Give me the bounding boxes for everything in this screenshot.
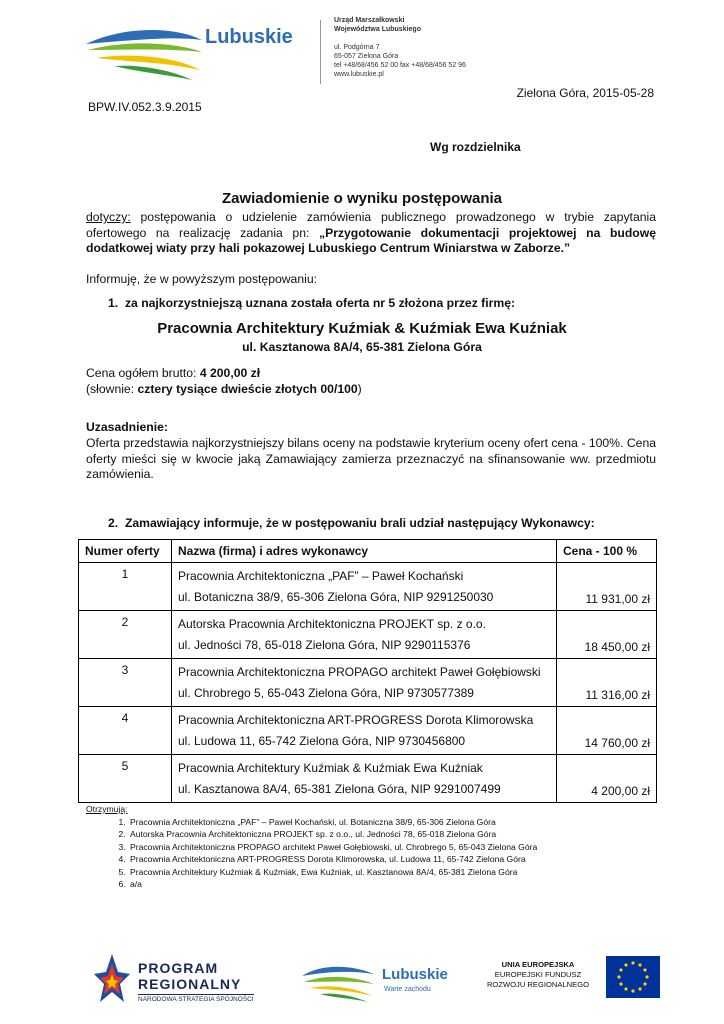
lubuskie-swoosh-icon	[300, 960, 380, 1004]
program-line-3: NARODOWA STRATEGIA SPÓJNOŚCI	[138, 996, 254, 1003]
point-2-text: Zamawiający informuje, że w postępowaniu brali udział następujący Wykonawcy:	[124, 516, 595, 530]
header-contractor: Nazwa (firma) i adres wykonawcy	[172, 540, 557, 563]
list-item: 3. Pracownia Architektoniczna PROPAGO architekt Paweł Gołębiowski, ul. Chrobrego 5, 65-043 Zielona Góra	[128, 841, 537, 853]
contractor-cell	[172, 707, 557, 755]
contractor-cell	[172, 563, 557, 611]
table-row	[79, 659, 657, 707]
offer-number: 1	[79, 563, 172, 611]
concerns-paragraph	[86, 210, 656, 257]
eu-text-block	[478, 960, 598, 990]
price-line	[86, 366, 656, 382]
offer-price: 4 200,00 zł	[557, 755, 657, 803]
eu-line-1: UNIA EUROPEJSKA	[501, 960, 575, 969]
distribution-label	[86, 803, 128, 815]
offer-number: 2	[79, 611, 172, 659]
contractor-address: ul. Ludowa 11, 65-742 Zielona Góra, NIP 9730456800	[178, 733, 466, 748]
table-row	[79, 755, 657, 803]
org-contact-block	[334, 16, 466, 79]
task-name: „Przygotowanie dokumentacji projektowej na budowę dodatkowej wiaty przy hali pokazowej Lubuskiego Centrum Winiarstwa w Zaborze.”	[86, 225, 656, 256]
header-divider	[320, 20, 321, 84]
program-line-2: REGIONALNY	[138, 976, 242, 992]
words-close: )	[357, 382, 362, 396]
table-header-row	[79, 540, 657, 563]
point-1-text: za najkorzystniejszą uznana została oferta nr 5 złożona przez firmę:	[124, 296, 516, 310]
price-words: cztery tysiące dwieście złotych 00/100	[137, 382, 358, 396]
contractor-address: ul. Jedności 78, 65-018 Zielona Góra, NIP 9290115376	[178, 637, 471, 652]
place-date: Zielona Góra, 2015-05-28	[516, 86, 654, 100]
program-regionalny-logo	[92, 952, 282, 1008]
offer-number: 4	[79, 707, 172, 755]
footer-brand: Lubuskie	[382, 966, 448, 983]
table-row	[79, 563, 657, 611]
offer-price: 11 316,00 zł	[557, 659, 657, 707]
contractor-name: Pracownia Architektury Kuźmiak & Kuźmiak Ewa Kuźniak	[178, 760, 483, 775]
contractor-address: ul. Chrobrego 5, 65-043 Zielona Góra, NIP 9730577389	[178, 685, 474, 700]
contractor-name: Pracownia Architektoniczna „PAF” – Paweł Kochański	[178, 568, 464, 583]
list-item: 5. Pracownia Architektury Kuźmiak & Kuźmiak, Ewa Kuźniak, ul. Kasztanowa 8A/4, 65-381 Zielona Góra	[128, 866, 537, 878]
distribution-list	[106, 816, 537, 890]
program-star-icon	[92, 952, 132, 1008]
words-open: (słownie:	[86, 382, 138, 396]
table-row	[79, 707, 657, 755]
org-contact: tel +48/68/456 52 00 fax +48/68/456 52 96	[334, 62, 466, 69]
list-item: 4. Pracownia Architektoniczna ART-PROGRESS Dorota Klimorowska, ul. Ludowa 11, 65-742 Zielona Góra	[128, 853, 537, 865]
org-website: www.lubuskie.pl	[334, 71, 384, 78]
contractor-address: ul. Botaniczna 38/9, 65-306 Zielona Góra, NIP 9291250030	[178, 589, 494, 604]
org-name-2: Województwa Lubuskiego	[334, 26, 421, 33]
point-1	[108, 296, 608, 312]
list-item: 6. a/a	[128, 878, 537, 890]
footer-tagline: Warte zachodu	[384, 986, 431, 993]
concerns-label: dotyczy:	[86, 210, 131, 224]
header-offer-number: Numer oferty	[79, 540, 172, 563]
justification-text: Oferta przedstawia najkorzystniejszy bilans oceny na podstawie kryterium oceny ofert cena - 100%. Cena oferty mieści się w kwocie jaką Zamawiający zamierza przeznaczyć na sfinansowanie ww. przedmiotu zamówienia.	[86, 436, 656, 482]
table-row	[79, 611, 657, 659]
contractor-cell	[172, 611, 557, 659]
program-line-1: PROGRAM	[138, 960, 219, 976]
eu-line-2: EUROPEJSKI FUNDUSZ	[494, 970, 582, 979]
recipients-note: Wg rozdzielnika	[430, 140, 521, 154]
org-name-1: Urząd Marszałkowski	[334, 17, 405, 24]
point-2-number: 2.	[108, 516, 125, 530]
eu-flag-icon	[606, 956, 660, 998]
winner-name: Pracownia Architektury Kuźmiak & Kuźmiak Ewa Kuźniak	[157, 320, 567, 337]
offer-price: 14 760,00 zł	[557, 707, 657, 755]
point-2	[108, 516, 628, 532]
contractor-name: Autorska Pracownia Architektoniczna PROJEKT sp. z o.o.	[178, 616, 486, 631]
org-address-1: ul. Podgórna 7	[334, 44, 380, 51]
eu-line-3: ROZWOJU REGIONALNEGO	[486, 980, 590, 989]
price-label: Cena ogółem brutto:	[86, 366, 200, 380]
concerns-text: postępowania o udzielenie zamówienia publicznego prowadzonego w trybie zapytania ofertowego na realizację zadania pn:	[86, 210, 656, 240]
offers-table	[78, 539, 657, 803]
justification-label: Uzasadnienie:	[86, 420, 168, 434]
price-words-line	[86, 382, 656, 398]
contractor-cell	[172, 755, 557, 803]
offer-number: 3	[79, 659, 172, 707]
price-value: 4 200,00 zł	[199, 366, 261, 380]
list-item: 2. Autorska Pracownia Architektoniczna PROJEKT sp. z o.o., ul. Jedności 78, 65-018 Zielona Góra	[128, 828, 537, 840]
org-address-2: 65-057 Zielona Góra	[334, 53, 399, 60]
contractor-cell	[172, 659, 557, 707]
contractor-name: Pracownia Architektoniczna PROPAGO architekt Paweł Gołębiowski	[178, 664, 541, 679]
contractor-address: ul. Kasztanowa 8A/4, 65-381 Zielona Góra, NIP 9291007499	[178, 781, 501, 796]
header-price: Cena - 100 %	[557, 540, 657, 563]
inform-line: Informuję, że w powyższym postępowaniu:	[86, 272, 317, 286]
point-1-number: 1.	[108, 296, 125, 310]
list-item: 1. Pracownia Architektoniczna „PAF” – Paweł Kochański, ul. Botaniczna 38/9, 65-306 Zielona Góra	[128, 816, 537, 828]
offer-price: 18 450,00 zł	[557, 611, 657, 659]
offer-number: 5	[79, 755, 172, 803]
page-title: Zawiadomienie o wyniku postępowania	[221, 190, 503, 207]
brand-name: Lubuskie	[205, 26, 293, 48]
offer-price: 11 931,00 zł	[557, 563, 657, 611]
contractor-name: Pracownia Architektoniczna ART-PROGRESS Dorota Klimorowska	[178, 712, 534, 727]
lubuskie-footer-logo	[300, 960, 460, 1006]
distribution-label-text: Otrzymują:	[86, 804, 128, 814]
winner-address: ul. Kasztanowa 8A/4, 65-381 Zielona Góra	[242, 340, 482, 354]
reference-number: BPW.IV.052.3.9.2015	[88, 100, 202, 114]
